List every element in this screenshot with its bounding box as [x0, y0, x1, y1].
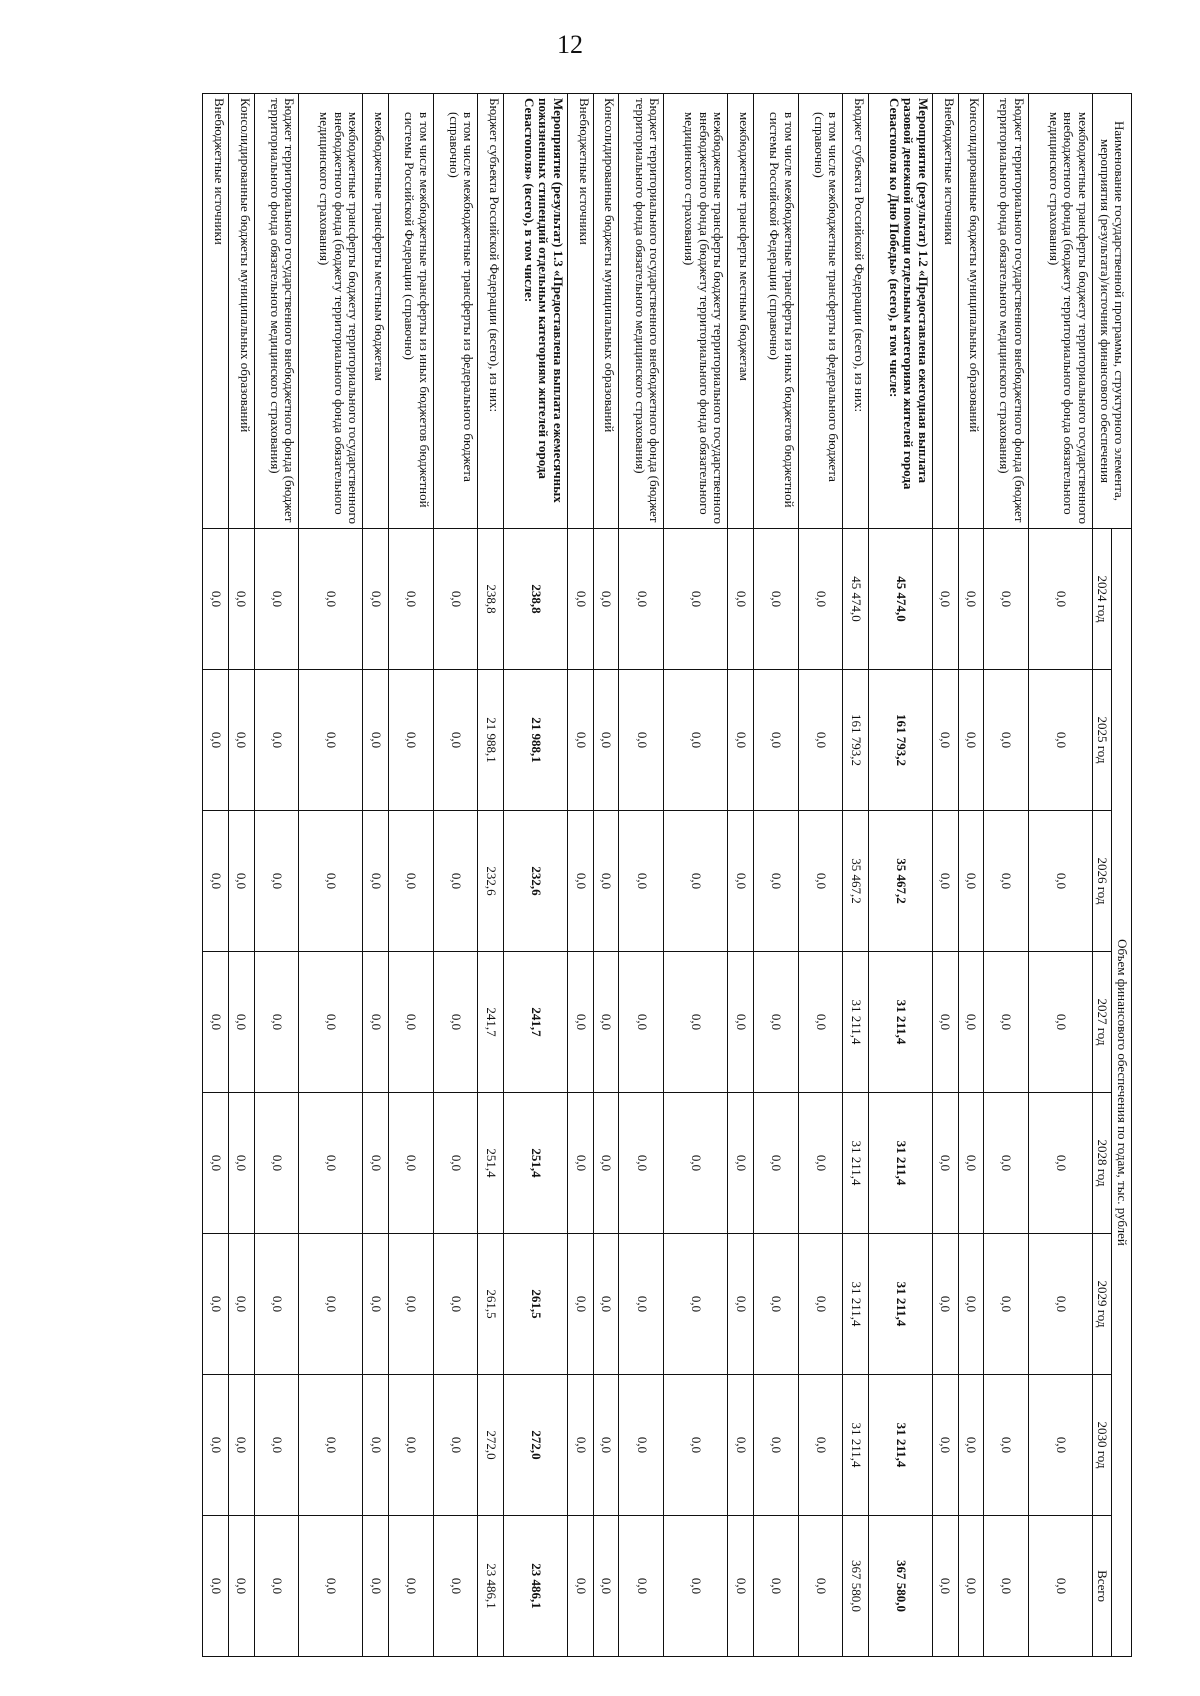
row-label: Консолидированные бюджеты муниципальных образований	[593, 94, 619, 529]
row-value: 0,0	[798, 529, 843, 670]
table-row	[433, 94, 478, 1657]
row-value: 0,0	[568, 1093, 594, 1234]
row-value: 272,0	[504, 1375, 568, 1516]
row-value: 0,0	[568, 1234, 594, 1375]
row-label: межбюджетные трансферты местным бюджетам	[363, 94, 389, 529]
row-value: 0,0	[932, 1093, 958, 1234]
row-value: 0,0	[753, 529, 798, 670]
row-value: 0,0	[1029, 1093, 1093, 1234]
row-value: 0,0	[619, 670, 664, 811]
table-row	[388, 94, 433, 1657]
table-row	[299, 94, 363, 1657]
table-row	[478, 94, 504, 1657]
row-value: 0,0	[228, 1234, 254, 1375]
row-value: 0,0	[798, 1093, 843, 1234]
row-value: 0,0	[568, 670, 594, 811]
row-value: 0,0	[664, 811, 728, 952]
row-value: 272,0	[478, 1375, 504, 1516]
row-value: 0,0	[1029, 952, 1093, 1093]
table-row	[1029, 94, 1093, 1657]
row-value: 0,0	[228, 1093, 254, 1234]
row-value: 0,0	[619, 1375, 664, 1516]
row-value: 0,0	[593, 1516, 619, 1657]
row-value: 261,5	[504, 1234, 568, 1375]
row-value: 0,0	[619, 1093, 664, 1234]
row-value: 0,0	[593, 952, 619, 1093]
row-value: 0,0	[228, 1516, 254, 1657]
row-value: 0,0	[388, 1234, 433, 1375]
row-value: 0,0	[203, 670, 229, 811]
row-value: 0,0	[228, 1375, 254, 1516]
row-value: 241,7	[478, 952, 504, 1093]
row-value: 0,0	[619, 952, 664, 1093]
row-value: 0,0	[388, 1375, 433, 1516]
header-year-5: 2029 год	[1092, 1234, 1112, 1375]
row-value: 0,0	[753, 1093, 798, 1234]
row-value: 31 211,4	[843, 1093, 869, 1234]
row-value: 251,4	[504, 1093, 568, 1234]
row-value: 0,0	[568, 811, 594, 952]
row-value: 0,0	[728, 1093, 754, 1234]
row-value: 0,0	[254, 811, 299, 952]
table-row	[228, 94, 254, 1657]
row-value: 0,0	[363, 670, 389, 811]
row-value: 0,0	[433, 1516, 478, 1657]
table-row	[203, 94, 229, 1657]
row-value: 0,0	[619, 529, 664, 670]
row-value: 0,0	[363, 529, 389, 670]
header-volume-group: Объем финансового обеспечения по годам, тыс. рублей	[1112, 529, 1132, 1657]
row-value: 0,0	[568, 952, 594, 1093]
table-row	[254, 94, 299, 1657]
row-value: 0,0	[388, 1516, 433, 1657]
row-value: 0,0	[254, 1375, 299, 1516]
row-value: 0,0	[593, 1375, 619, 1516]
row-value: 0,0	[433, 529, 478, 670]
row-value: 0,0	[728, 1375, 754, 1516]
row-value: 0,0	[299, 952, 363, 1093]
row-value: 0,0	[932, 1516, 958, 1657]
row-value: 31 211,4	[843, 1234, 869, 1375]
row-label: Бюджет субъекта Российской Федерации (всего), из них:	[843, 94, 869, 529]
row-value: 0,0	[932, 1234, 958, 1375]
row-value: 0,0	[664, 1516, 728, 1657]
row-value: 0,0	[568, 1516, 594, 1657]
table-row	[843, 94, 869, 1657]
row-value: 0,0	[984, 670, 1029, 811]
row-value: 0,0	[798, 811, 843, 952]
row-value: 0,0	[664, 529, 728, 670]
row-value: 238,8	[478, 529, 504, 670]
row-value: 0,0	[798, 1375, 843, 1516]
row-value: 0,0	[984, 1234, 1029, 1375]
row-value: 0,0	[664, 1234, 728, 1375]
row-value: 31 211,4	[868, 952, 932, 1093]
row-value: 0,0	[254, 1093, 299, 1234]
row-value: 0,0	[228, 811, 254, 952]
table-row	[798, 94, 843, 1657]
row-value: 0,0	[1029, 1516, 1093, 1657]
row-value: 45 474,0	[843, 529, 869, 670]
table-row	[984, 94, 1029, 1657]
row-value: 0,0	[433, 670, 478, 811]
header-year-2: 2026 год	[1092, 811, 1112, 952]
row-value: 0,0	[753, 811, 798, 952]
row-value: 0,0	[203, 1234, 229, 1375]
row-value: 0,0	[254, 529, 299, 670]
row-value: 0,0	[932, 1375, 958, 1516]
row-value: 0,0	[299, 1234, 363, 1375]
row-value: 0,0	[664, 1093, 728, 1234]
row-value: 0,0	[388, 811, 433, 952]
row-value: 0,0	[254, 670, 299, 811]
rotated-table-container	[202, 93, 1132, 1638]
row-value: 0,0	[363, 952, 389, 1093]
row-value: 0,0	[728, 1234, 754, 1375]
row-value: 23 486,1	[478, 1516, 504, 1657]
row-value: 0,0	[984, 1375, 1029, 1516]
header-year-0: 2024 год	[1092, 529, 1112, 670]
row-value: 0,0	[299, 811, 363, 952]
row-value: 0,0	[593, 1234, 619, 1375]
row-value: 232,6	[504, 811, 568, 952]
row-label: в том числе межбюджетные трансферты из федерального бюджета (справочно)	[798, 94, 843, 529]
row-value: 0,0	[958, 670, 984, 811]
row-value: 0,0	[619, 1516, 664, 1657]
row-label: Консолидированные бюджеты муниципальных образований	[228, 94, 254, 529]
row-value: 0,0	[958, 1093, 984, 1234]
row-value: 0,0	[433, 1234, 478, 1375]
row-value: 0,0	[254, 952, 299, 1093]
row-value: 0,0	[433, 1375, 478, 1516]
row-value: 0,0	[299, 1516, 363, 1657]
row-value: 0,0	[728, 529, 754, 670]
row-value: 31 211,4	[843, 952, 869, 1093]
row-label: межбюджетные трансферты местным бюджетам	[728, 94, 754, 529]
row-value: 0,0	[363, 1375, 389, 1516]
row-label: в том числе межбюджетные трансферты из иных бюджетов бюджетной системы Российской Федерации (справочно)	[753, 94, 798, 529]
row-value: 31 211,4	[843, 1375, 869, 1516]
row-value: 0,0	[203, 1516, 229, 1657]
row-value: 0,0	[363, 1516, 389, 1657]
row-value: 0,0	[1029, 1375, 1093, 1516]
header-name-column: Наименование государственной программы, структурного элемента, мероприятия (результата)/источник финансового обеспечения	[1092, 94, 1131, 529]
row-value: 0,0	[593, 1093, 619, 1234]
row-value: 0,0	[1029, 811, 1093, 952]
row-value: 0,0	[984, 1093, 1029, 1234]
row-value: 0,0	[958, 1516, 984, 1657]
row-value: 0,0	[932, 670, 958, 811]
row-value: 367 580,0	[843, 1516, 869, 1657]
row-value: 0,0	[363, 811, 389, 952]
table-body	[203, 94, 1093, 1657]
row-value: 161 793,2	[868, 670, 932, 811]
row-value: 161 793,2	[843, 670, 869, 811]
table-row	[753, 94, 798, 1657]
row-label: в том числе межбюджетные трансферты из иных бюджетов бюджетной системы Российской Федерации (справочно)	[388, 94, 433, 529]
row-value: 0,0	[568, 1375, 594, 1516]
row-value: 0,0	[363, 1234, 389, 1375]
row-value: 0,0	[203, 952, 229, 1093]
row-value: 0,0	[728, 952, 754, 1093]
financing-table	[202, 93, 1132, 1657]
row-value: 0,0	[593, 529, 619, 670]
row-value: 0,0	[299, 1375, 363, 1516]
row-value: 0,0	[958, 1234, 984, 1375]
table-row	[504, 94, 568, 1657]
row-value: 35 467,2	[843, 811, 869, 952]
row-label: Внебюджетные источники	[203, 94, 229, 529]
row-value: 0,0	[433, 811, 478, 952]
row-value: 261,5	[478, 1234, 504, 1375]
row-value: 0,0	[984, 529, 1029, 670]
row-value: 31 211,4	[868, 1375, 932, 1516]
row-value: 0,0	[932, 811, 958, 952]
row-value: 251,4	[478, 1093, 504, 1234]
row-label: в том числе межбюджетные трансферты из федерального бюджета (справочно)	[433, 94, 478, 529]
row-label: межбюджетные трансферты бюджету территориального государственного внебюджетного фонда (бюджету территориального фонда обязательного медицинского страхования)	[299, 94, 363, 529]
row-value: 0,0	[388, 1093, 433, 1234]
row-value: 0,0	[728, 670, 754, 811]
table-row	[958, 94, 984, 1657]
row-value: 21 988,1	[504, 670, 568, 811]
row-value: 0,0	[984, 952, 1029, 1093]
row-label: Бюджет субъекта Российской Федерации (всего), из них:	[478, 94, 504, 529]
row-value: 0,0	[254, 1516, 299, 1657]
row-value: 0,0	[664, 670, 728, 811]
row-value: 0,0	[619, 811, 664, 952]
row-value: 0,0	[619, 1234, 664, 1375]
row-value: 0,0	[984, 1516, 1029, 1657]
row-label: Мероприятие (результат) 1.2 «Предоставлена ежегодная выплата разовой денежной помощи отдельным категориям жителей города Севастополя ко Дню Победы» (всего), в том числе:	[868, 94, 932, 529]
row-value: 0,0	[254, 1234, 299, 1375]
row-value: 31 211,4	[868, 1093, 932, 1234]
row-value: 0,0	[1029, 1234, 1093, 1375]
row-label: Внебюджетные источники	[932, 94, 958, 529]
row-value: 0,0	[728, 1516, 754, 1657]
table-row	[619, 94, 664, 1657]
row-value: 0,0	[798, 1516, 843, 1657]
table-row	[868, 94, 932, 1657]
row-label: Бюджет территориального государственного внебюджетного фонда (бюджет территориального фонда обязательного медицинского страхования)	[984, 94, 1029, 529]
row-value: 0,0	[228, 952, 254, 1093]
row-value: 0,0	[958, 1375, 984, 1516]
table-header	[1092, 94, 1131, 1657]
row-value: 0,0	[664, 952, 728, 1093]
row-value: 0,0	[753, 1375, 798, 1516]
row-value: 0,0	[593, 811, 619, 952]
table-row	[593, 94, 619, 1657]
row-value: 0,0	[203, 811, 229, 952]
row-value: 0,0	[958, 952, 984, 1093]
header-year-6: 2030 год	[1092, 1375, 1112, 1516]
row-value: 0,0	[433, 952, 478, 1093]
header-year-4: 2028 год	[1092, 1093, 1112, 1234]
row-value: 35 467,2	[868, 811, 932, 952]
row-value: 0,0	[753, 670, 798, 811]
row-value: 0,0	[228, 670, 254, 811]
row-value: 0,0	[299, 529, 363, 670]
row-value: 0,0	[593, 670, 619, 811]
row-value: 0,0	[798, 670, 843, 811]
page-number: 12	[557, 30, 583, 59]
row-value: 0,0	[753, 1516, 798, 1657]
row-label: межбюджетные трансферты бюджету территориального государственного внебюджетного фонда (бюджету территориального фонда обязательного медицинского страхования)	[1029, 94, 1093, 529]
row-value: 0,0	[203, 529, 229, 670]
header-year-3: 2027 год	[1092, 952, 1112, 1093]
row-value: 0,0	[363, 1093, 389, 1234]
row-value: 241,7	[504, 952, 568, 1093]
row-value: 0,0	[1029, 670, 1093, 811]
table-row	[568, 94, 594, 1657]
row-label: Консолидированные бюджеты муниципальных образований	[958, 94, 984, 529]
row-label: межбюджетные трансферты бюджету территориального государственного внебюджетного фонда (бюджету территориального фонда обязательного медицинского страхования)	[664, 94, 728, 529]
table-row	[664, 94, 728, 1657]
row-value: 0,0	[228, 529, 254, 670]
row-value: 23 486,1	[504, 1516, 568, 1657]
table-row	[728, 94, 754, 1657]
row-value: 0,0	[568, 529, 594, 670]
row-value: 0,0	[664, 1375, 728, 1516]
row-value: 0,0	[388, 670, 433, 811]
row-value: 367 580,0	[868, 1516, 932, 1657]
row-value: 0,0	[958, 529, 984, 670]
row-value: 0,0	[299, 1093, 363, 1234]
row-value: 0,0	[388, 952, 433, 1093]
row-label: Мероприятие (результат) 1.3 «Предоставлена выплата ежемесячных пожизненных стипендий отдельным категориям жителей города Севастополя» (всего), в том числе:	[504, 94, 568, 529]
row-label: Внебюджетные источники	[568, 94, 594, 529]
row-value: 0,0	[433, 1093, 478, 1234]
row-value: 45 474,0	[868, 529, 932, 670]
row-value: 0,0	[753, 952, 798, 1093]
header-year-1: 2025 год	[1092, 670, 1112, 811]
row-value: 0,0	[932, 952, 958, 1093]
row-value: 0,0	[203, 1093, 229, 1234]
table-row	[932, 94, 958, 1657]
row-value: 0,0	[753, 1234, 798, 1375]
row-value: 0,0	[798, 952, 843, 1093]
row-value: 0,0	[203, 1375, 229, 1516]
row-value: 0,0	[728, 811, 754, 952]
row-value: 0,0	[932, 529, 958, 670]
row-value: 21 988,1	[478, 670, 504, 811]
header-year-7: Всего	[1092, 1516, 1112, 1657]
row-value: 0,0	[958, 811, 984, 952]
row-value: 0,0	[984, 811, 1029, 952]
row-value: 31 211,4	[868, 1234, 932, 1375]
row-value: 0,0	[388, 529, 433, 670]
row-value: 0,0	[1029, 529, 1093, 670]
table-row	[363, 94, 389, 1657]
row-value: 238,8	[504, 529, 568, 670]
row-label: Бюджет территориального государственного внебюджетного фонда (бюджет территориального фонда обязательного медицинского страхования)	[254, 94, 299, 529]
row-label: Бюджет территориального государственного внебюджетного фонда (бюджет территориального фонда обязательного медицинского страхования)	[619, 94, 664, 529]
row-value: 0,0	[798, 1234, 843, 1375]
row-value: 232,6	[478, 811, 504, 952]
row-value: 0,0	[299, 670, 363, 811]
